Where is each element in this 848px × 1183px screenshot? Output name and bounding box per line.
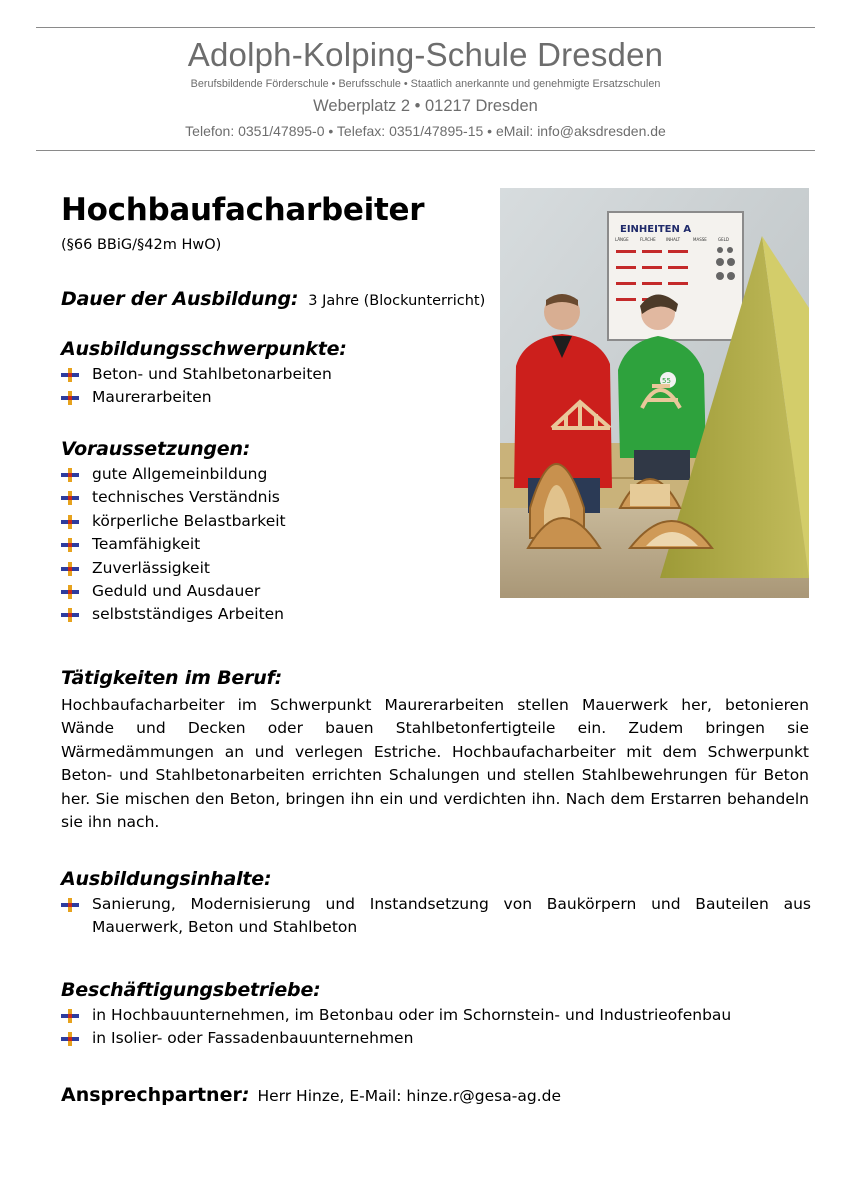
list-item: Maurerarbeiten [61, 386, 811, 409]
duration-value: 3 Jahre (Blockunterricht) [308, 293, 486, 309]
cross-bullet-icon [61, 1009, 79, 1023]
betriebe-heading: Beschäftigungsbetriebe: [61, 979, 321, 1001]
ansprechpartner-value: Herr Hinze, E-Mail: hinze.r@gesa-ag.de [257, 1087, 561, 1105]
list-item: in Hochbauunternehmen, im Betonbau oder im Schornstein- und Industrieofenbau [61, 1004, 811, 1027]
list-item: Sanierung, Modernisierung und Instandsetzung von Baukörpern und Bauteilen aus Mauerwerk, Beton und Stahlbeton [61, 893, 811, 940]
list-item: Geduld und Ausdauer [61, 580, 811, 603]
list-item: in Isolier- oder Fassadenbauunternehmen [61, 1027, 811, 1050]
cross-bullet-icon [61, 608, 79, 622]
taetigkeiten-heading: Tätigkeiten im Beruf: [61, 667, 283, 689]
board-col-label: FLÄCHE [640, 237, 656, 242]
header-bottom-rule [36, 150, 815, 151]
betriebe-list [61, 1004, 811, 1051]
legal-reference: (§66 BBiG/§42m HwO) [61, 237, 222, 253]
list-item: Beton- und Stahlbetonarbeiten [61, 363, 811, 386]
cross-bullet-icon [61, 562, 79, 576]
taetigkeiten-text: Hochbaufacharbeiter im Schwerpunkt Maurerarbeiten stellen Mauerwerk her, betonieren Wände und Decken oder bauen Stahlbetonfertigteile ein. Zudem bringen sie Wärmedämmungen an und verlegen Estriche. Hochbaufacharbeiter mit dem Schwerpunkt Beton- und Stahlbetonarbeiten errichten Schalungen und stellen Stahlbewehrungen für Beton her. Sie mischen den Beton, bringen ihn ein und verdichten ihn. Nach dem Erstarren behandeln sie ihn nach. [61, 696, 809, 832]
school-name: Adolph-Kolping-Schule Dresden [187, 36, 664, 73]
list-item: Zuverlässigkeit [61, 557, 811, 580]
cross-bullet-icon [61, 538, 79, 552]
cross-bullet-icon [61, 1032, 79, 1046]
inhalte-list [61, 893, 811, 940]
list-item: selbstständiges Arbeiten [61, 603, 811, 626]
schwerpunkte-heading: Ausbildungsschwerpunkte: [61, 338, 347, 360]
cross-bullet-icon [61, 391, 79, 405]
inhalte-heading: Ausbildungsinhalte: [61, 868, 272, 890]
cross-bullet-icon [61, 368, 79, 382]
header-top-rule [36, 27, 815, 28]
duration-section [61, 288, 485, 310]
board-title: EINHEITEN A [620, 224, 692, 235]
board-col-label: MASSE [693, 237, 707, 242]
cross-bullet-icon [61, 515, 79, 529]
list-item: Teamfähigkeit [61, 533, 811, 556]
list-item: technisches Verständnis [61, 486, 811, 509]
page-title: Hochbaufacharbeiter [61, 192, 425, 228]
board-col-label: GELD [718, 237, 729, 242]
duration-label: Dauer der Ausbildung: [61, 288, 299, 310]
students-photo [500, 188, 809, 598]
board-col-label: INHALT [666, 237, 681, 242]
cross-bullet-icon [61, 468, 79, 482]
school-subtitle: Berufsbildende Förderschule • Berufsschule • Staatlich anerkannte und genehmigte Ersatzschulen [190, 78, 661, 90]
number-badge: 55 [662, 377, 671, 385]
cross-bullet-icon [61, 585, 79, 599]
list-item: gute Allgemeinbildung [61, 463, 811, 486]
school-address: Weberplatz 2 • 01217 Dresden [313, 97, 538, 115]
list-item: körperliche Belastbarkeit [61, 510, 811, 533]
cross-bullet-icon [61, 898, 79, 912]
school-contact: Telefon: 0351/47895-0 • Telefax: 0351/47895-15 • eMail: info@aksdresden.de [185, 123, 666, 139]
board-col-label: LÄNGE [615, 237, 629, 242]
ansprechpartner [61, 1084, 561, 1106]
cross-bullet-icon [61, 491, 79, 505]
ansprechpartner-label: Ansprechpartner [61, 1084, 242, 1106]
voraussetzungen-heading: Voraussetzungen: [61, 438, 251, 460]
ansprechpartner-colon: : [241, 1084, 250, 1106]
